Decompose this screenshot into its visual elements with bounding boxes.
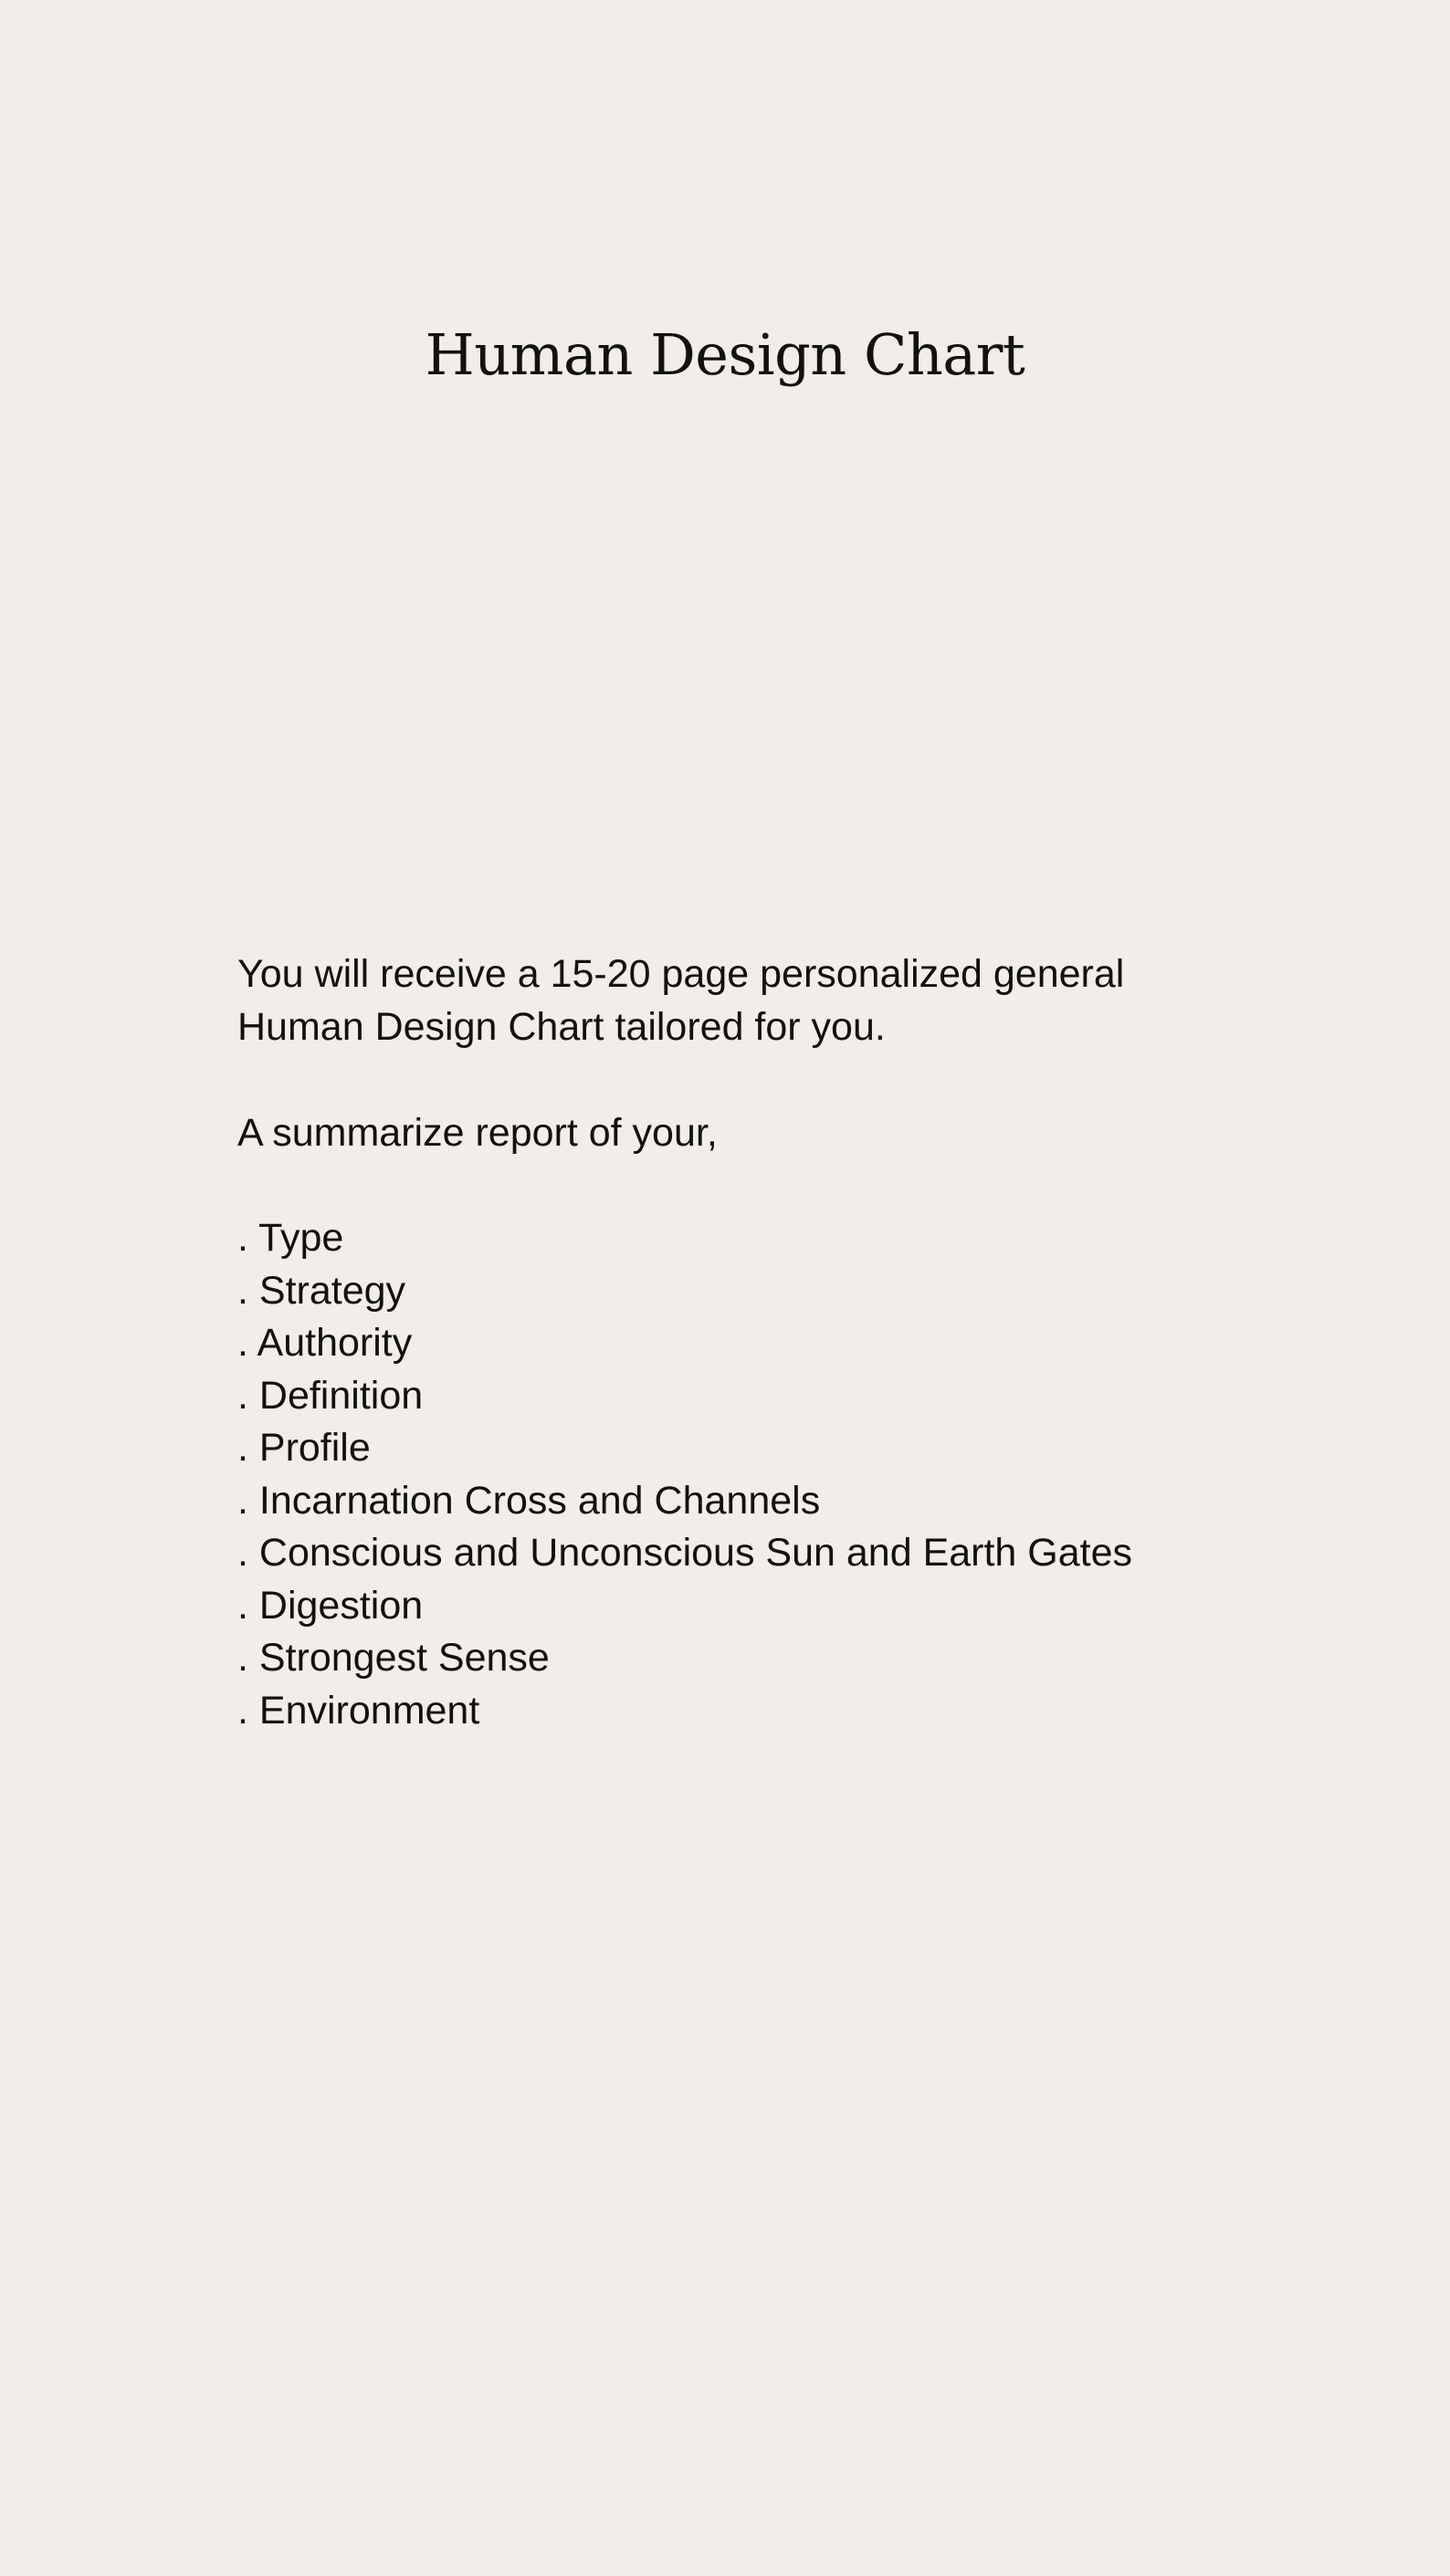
list-item-definition: . Definition bbox=[237, 1373, 424, 1418]
list-item-environment: . Environment bbox=[237, 1688, 480, 1733]
page-title: Human Design Chart bbox=[425, 321, 1025, 388]
summary-heading: A summarize report of your, bbox=[237, 1111, 718, 1155]
paragraph-spacer bbox=[237, 1053, 1333, 1106]
list-item-authority: . Authority bbox=[237, 1321, 413, 1365]
list-item-profile: . Profile bbox=[237, 1426, 371, 1470]
list-item-strategy: . Strategy bbox=[237, 1268, 406, 1313]
list-item-incarnation-cross: . Incarnation Cross and Channels bbox=[237, 1478, 821, 1523]
list-item-type: . Type bbox=[237, 1216, 344, 1260]
list-item-strongest-sense: . Strongest Sense bbox=[237, 1636, 550, 1680]
list-item-digestion: . Digestion bbox=[237, 1583, 424, 1628]
list-item-sun-earth-gates: . Conscious and Unconscious Sun and Earth Gates bbox=[237, 1531, 1133, 1575]
intro-line-2: Human Design Chart tailored for you. bbox=[237, 1005, 886, 1049]
intro-line-1: You will receive a 15-20 page personalized general bbox=[237, 952, 1125, 996]
report-items-list bbox=[237, 1212, 1333, 1737]
paragraph-spacer bbox=[237, 1159, 1333, 1212]
description-block bbox=[237, 948, 1333, 1737]
